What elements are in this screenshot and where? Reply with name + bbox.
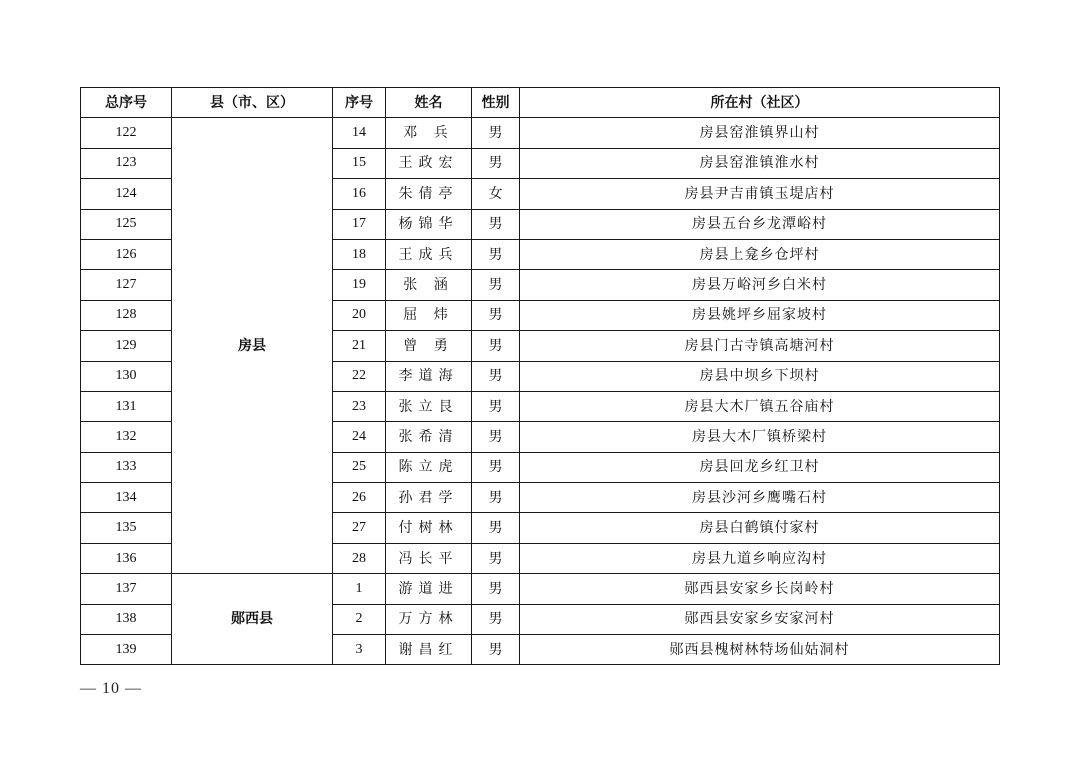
cell-name: 陈立虎 xyxy=(386,452,472,482)
header-row xyxy=(81,88,1000,118)
cell-village: 房县沙河乡鹰嘴石村 xyxy=(520,483,1000,513)
cell-village: 房县窑淮镇淮水村 xyxy=(520,148,1000,178)
cell-village: 房县万峪河乡白米村 xyxy=(520,270,1000,300)
cell-village: 房县尹吉甫镇玉堤店村 xyxy=(520,179,1000,209)
cell-name: 谢昌红 xyxy=(386,635,472,665)
cell-gender: 男 xyxy=(472,452,520,482)
cell-seq-no: 17 xyxy=(333,209,386,239)
cell-seq-no: 1 xyxy=(333,574,386,604)
cell-name: 付树林 xyxy=(386,513,472,543)
cell-gender: 男 xyxy=(472,574,520,604)
cell-gender: 男 xyxy=(472,391,520,421)
cell-village: 房县回龙乡红卫村 xyxy=(520,452,1000,482)
cell-total-no: 124 xyxy=(81,179,172,209)
table-row xyxy=(81,574,1000,604)
cell-seq-no: 28 xyxy=(333,543,386,573)
cell-seq-no: 25 xyxy=(333,452,386,482)
cell-total-no: 132 xyxy=(81,422,172,452)
header-county: 县（市、区） xyxy=(172,88,333,118)
cell-county: 房县 xyxy=(172,118,333,574)
cell-name: 万方林 xyxy=(386,604,472,634)
cell-village: 房县上龛乡仓坪村 xyxy=(520,239,1000,269)
cell-name: 张希清 xyxy=(386,422,472,452)
cell-village: 郧西县安家乡安家河村 xyxy=(520,604,1000,634)
cell-name: 朱倩亭 xyxy=(386,179,472,209)
cell-total-no: 136 xyxy=(81,543,172,573)
cell-gender: 男 xyxy=(472,239,520,269)
cell-name: 杨锦华 xyxy=(386,209,472,239)
cell-name: 屈 炜 xyxy=(386,300,472,330)
cell-total-no: 131 xyxy=(81,391,172,421)
roster-table xyxy=(80,87,1000,665)
table-header xyxy=(81,88,1000,118)
cell-total-no: 126 xyxy=(81,239,172,269)
cell-total-no: 138 xyxy=(81,604,172,634)
cell-gender: 男 xyxy=(472,270,520,300)
cell-gender: 男 xyxy=(472,118,520,148)
cell-total-no: 127 xyxy=(81,270,172,300)
cell-seq-no: 16 xyxy=(333,179,386,209)
cell-village: 房县五台乡龙潭峪村 xyxy=(520,209,1000,239)
cell-village: 郧西县槐树林特场仙姑洞村 xyxy=(520,635,1000,665)
cell-name: 游道进 xyxy=(386,574,472,604)
cell-name: 王政宏 xyxy=(386,148,472,178)
cell-seq-no: 22 xyxy=(333,361,386,391)
cell-county: 郧西县 xyxy=(172,574,333,665)
cell-total-no: 122 xyxy=(81,118,172,148)
cell-village: 郧西县安家乡长岗岭村 xyxy=(520,574,1000,604)
cell-name: 孙君学 xyxy=(386,483,472,513)
cell-gender: 男 xyxy=(472,513,520,543)
cell-gender: 男 xyxy=(472,331,520,361)
cell-seq-no: 3 xyxy=(333,635,386,665)
cell-total-no: 139 xyxy=(81,635,172,665)
cell-name: 冯长平 xyxy=(386,543,472,573)
cell-seq-no: 21 xyxy=(333,331,386,361)
cell-total-no: 129 xyxy=(81,331,172,361)
cell-gender: 男 xyxy=(472,543,520,573)
cell-gender: 女 xyxy=(472,179,520,209)
cell-seq-no: 19 xyxy=(333,270,386,300)
cell-gender: 男 xyxy=(472,148,520,178)
cell-seq-no: 2 xyxy=(333,604,386,634)
cell-gender: 男 xyxy=(472,635,520,665)
cell-total-no: 133 xyxy=(81,452,172,482)
cell-gender: 男 xyxy=(472,300,520,330)
cell-name: 张 涵 xyxy=(386,270,472,300)
cell-village: 房县窑淮镇界山村 xyxy=(520,118,1000,148)
cell-total-no: 125 xyxy=(81,209,172,239)
header-gender: 性别 xyxy=(472,88,520,118)
header-seq-no: 序号 xyxy=(333,88,386,118)
cell-village: 房县九道乡响应沟村 xyxy=(520,543,1000,573)
cell-total-no: 123 xyxy=(81,148,172,178)
cell-total-no: 134 xyxy=(81,483,172,513)
cell-name: 王成兵 xyxy=(386,239,472,269)
cell-gender: 男 xyxy=(472,604,520,634)
cell-village: 房县姚坪乡屈家坡村 xyxy=(520,300,1000,330)
cell-seq-no: 23 xyxy=(333,391,386,421)
cell-name: 张立艮 xyxy=(386,391,472,421)
cell-village: 房县大木厂镇桥梁村 xyxy=(520,422,1000,452)
cell-name: 曾 勇 xyxy=(386,331,472,361)
cell-gender: 男 xyxy=(472,361,520,391)
cell-village: 房县白鹤镇付家村 xyxy=(520,513,1000,543)
cell-seq-no: 20 xyxy=(333,300,386,330)
table-body xyxy=(81,118,1000,665)
cell-seq-no: 26 xyxy=(333,483,386,513)
cell-gender: 男 xyxy=(472,209,520,239)
cell-total-no: 128 xyxy=(81,300,172,330)
cell-seq-no: 18 xyxy=(333,239,386,269)
cell-name: 邓 兵 xyxy=(386,118,472,148)
cell-seq-no: 15 xyxy=(333,148,386,178)
header-village: 所在村（社区） xyxy=(520,88,1000,118)
cell-seq-no: 14 xyxy=(333,118,386,148)
cell-village: 房县中坝乡下坝村 xyxy=(520,361,1000,391)
cell-village: 房县门古寺镇高塘河村 xyxy=(520,331,1000,361)
cell-name: 李道海 xyxy=(386,361,472,391)
header-total-no: 总序号 xyxy=(81,88,172,118)
cell-total-no: 135 xyxy=(81,513,172,543)
cell-seq-no: 24 xyxy=(333,422,386,452)
cell-gender: 男 xyxy=(472,483,520,513)
page-number: — 10 — xyxy=(80,680,142,697)
cell-seq-no: 27 xyxy=(333,513,386,543)
cell-total-no: 130 xyxy=(81,361,172,391)
table-row xyxy=(81,118,1000,148)
header-name: 姓名 xyxy=(386,88,472,118)
cell-gender: 男 xyxy=(472,422,520,452)
cell-total-no: 137 xyxy=(81,574,172,604)
cell-village: 房县大木厂镇五谷庙村 xyxy=(520,391,1000,421)
